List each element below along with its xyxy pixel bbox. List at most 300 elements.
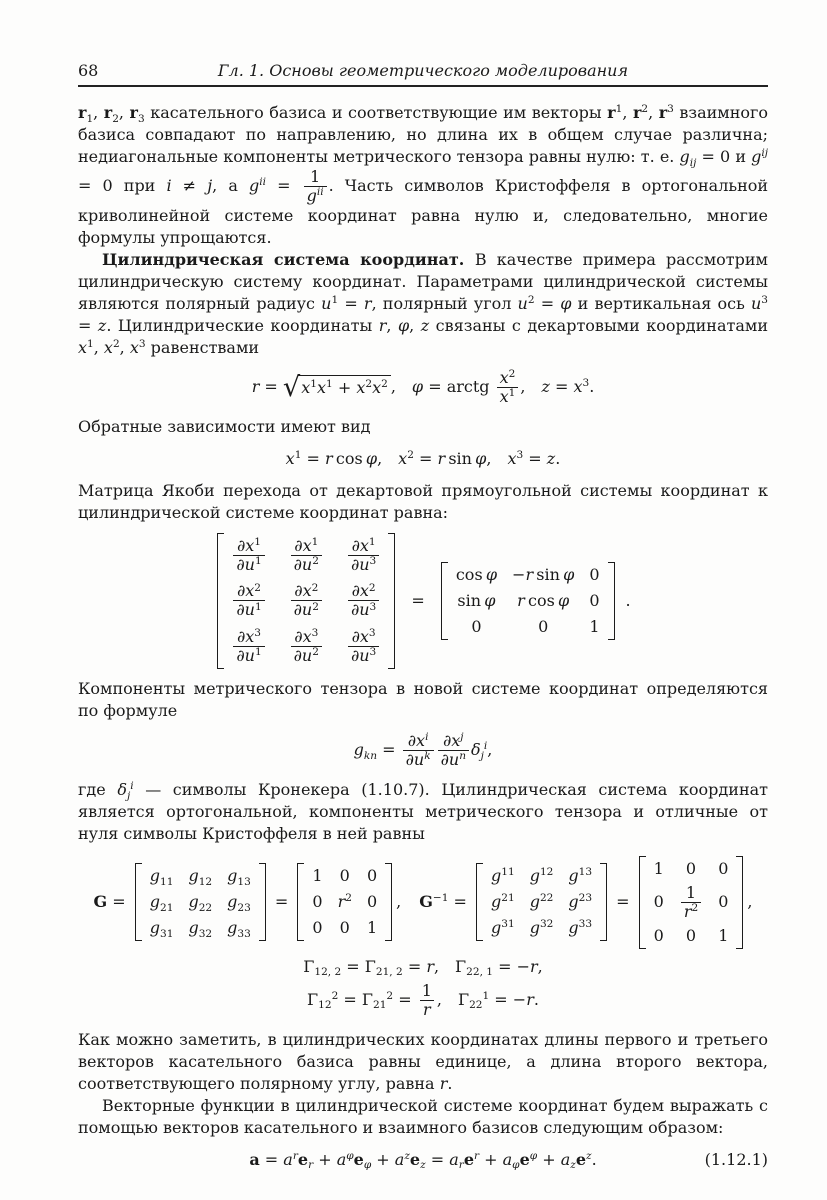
text-run: n — [459, 750, 466, 763]
text-run: φ — [475, 448, 487, 468]
fraction-numerator — [307, 168, 323, 186]
text-run: z — [420, 1159, 426, 1172]
text-run: ≠ — [171, 175, 208, 195]
text-run: r — [632, 103, 642, 122]
text-run: 32 — [198, 927, 213, 940]
matrix-cell — [367, 865, 377, 887]
matrix-cell — [679, 884, 703, 921]
matrix-cell — [150, 917, 174, 939]
text-run: ii — [316, 186, 324, 199]
text-run: g — [149, 918, 161, 938]
text-run: 1 — [331, 294, 339, 307]
text-run: 12 — [198, 875, 213, 888]
matrix-cell — [530, 917, 554, 939]
text-run: δ — [470, 739, 481, 759]
fraction-numerator — [349, 628, 379, 646]
text-run: ∂x — [237, 627, 255, 647]
matrix-cell — [346, 628, 381, 665]
text-run: , полярный угол — [371, 293, 518, 313]
text-run: 3 — [368, 627, 376, 640]
text-run: i — [130, 780, 134, 793]
text-run: = — [549, 376, 574, 396]
text-run: = — [269, 892, 294, 912]
fraction — [304, 168, 327, 205]
text-run: r — [439, 1073, 448, 1093]
matrix-cell — [491, 891, 515, 913]
text-run: 12, 2 — [314, 966, 342, 979]
text-run: sin — [445, 448, 476, 468]
text-run: x — [78, 337, 88, 357]
text-run: , — [622, 103, 633, 122]
text-run: a — [502, 1149, 513, 1169]
text-run: + — [479, 1149, 503, 1169]
matrix-cell — [231, 537, 266, 574]
text-run: Γ — [303, 956, 315, 976]
text-run: = — [377, 739, 401, 759]
text-run: 13 — [578, 866, 593, 879]
text-run: = — [534, 293, 561, 313]
matrix-cell — [718, 858, 728, 880]
text-run: , — [377, 448, 399, 468]
matrix-bracket-right — [736, 856, 743, 949]
fraction — [419, 982, 435, 1019]
text-run: , — [93, 103, 104, 122]
text-run: x — [499, 367, 509, 387]
fraction-denominator — [233, 555, 264, 574]
matrix-cell — [150, 891, 174, 913]
text-run: ∂u — [236, 554, 255, 574]
text-run: cos — [524, 590, 559, 610]
matrix-cell — [491, 917, 515, 939]
paragraph-jacobian-intro — [78, 480, 768, 524]
text-run: e — [297, 1149, 309, 1169]
text-run: cos — [455, 564, 486, 584]
matrix-cell — [188, 917, 212, 939]
equation-period — [626, 590, 631, 612]
text-run: , — [409, 315, 421, 335]
text-run: g — [306, 185, 317, 205]
matrix-cell — [188, 891, 212, 913]
text-run: ∂u — [236, 600, 255, 620]
text-run: r — [292, 1149, 298, 1162]
text-run: ∂u — [236, 646, 255, 666]
text-run: ∂x — [237, 581, 255, 601]
fraction — [348, 582, 379, 619]
text-run: 1 — [615, 103, 623, 116]
matrix-cell — [289, 628, 324, 665]
text-run: g — [353, 739, 364, 759]
text-run: r — [517, 590, 525, 610]
text-run: = Γ — [341, 956, 376, 976]
matrix-cell — [231, 628, 266, 665]
text-run: 2 — [365, 378, 373, 391]
text-run: a — [336, 1149, 347, 1169]
text-run: x — [573, 376, 583, 396]
text-run: = — [402, 956, 427, 976]
text-run: z — [97, 315, 107, 335]
equals-sign — [270, 891, 294, 913]
fraction-numerator — [497, 369, 519, 387]
matrix-cell — [340, 917, 350, 939]
fraction-denominator — [291, 646, 322, 665]
fraction — [497, 369, 519, 406]
text-run: g — [568, 918, 579, 938]
text-run: r — [78, 103, 87, 122]
matrix-cell — [718, 925, 728, 947]
fraction-numerator — [291, 537, 321, 555]
text-run: r — [529, 956, 538, 976]
text-run: = — [425, 1149, 450, 1169]
text-run: , — [520, 376, 542, 396]
equation-body — [307, 982, 539, 1019]
text-run: i — [425, 731, 429, 744]
text-run: e — [409, 1149, 421, 1169]
text-run: . — [589, 376, 595, 396]
text-run: r — [683, 901, 692, 921]
text-run: cos — [332, 448, 366, 468]
text-run: ∂u — [405, 749, 425, 769]
equation-metric-tensor — [78, 732, 768, 769]
text-run: + — [371, 1149, 395, 1169]
radical-sign: √ — [282, 372, 301, 404]
text-run: 13 — [237, 875, 251, 888]
text-run: u — [321, 293, 332, 313]
fraction-denominator — [291, 555, 322, 574]
text-run: 1 — [311, 535, 319, 548]
text-run: e — [463, 1149, 474, 1169]
text-run: − — [512, 564, 526, 584]
matrix-cell — [346, 537, 381, 574]
text-run: z — [570, 1159, 576, 1172]
text-run: 2 — [254, 581, 262, 594]
text-run: a — [449, 1149, 459, 1169]
text-run: 1 — [482, 989, 490, 1002]
text-run: φ — [363, 1159, 372, 1172]
matrix-cell — [530, 865, 554, 887]
text-run: φ — [397, 315, 410, 335]
matrix-cell — [231, 582, 266, 619]
text-run: = 0 при — [78, 175, 167, 195]
text-run: , а — [212, 175, 249, 195]
text-run: φ — [558, 590, 570, 610]
text-run: 32 — [539, 918, 554, 931]
text-run: u — [517, 293, 528, 313]
text-run: 21, 2 — [375, 966, 403, 979]
matrix-cell — [512, 564, 574, 586]
matrix-bracket-right — [388, 533, 395, 669]
text-run: 0 — [366, 866, 378, 886]
text-run: 2 — [386, 989, 394, 1002]
text-run: g — [227, 918, 238, 938]
text-run: 2 — [407, 448, 414, 461]
text-run: , — [537, 956, 543, 976]
text-run: = — [413, 448, 438, 468]
text-run: r — [308, 1159, 314, 1172]
matrix-cell — [568, 917, 592, 939]
text-run: = — [611, 892, 635, 912]
paragraph-vector-functions — [78, 1095, 768, 1139]
text-run: 31 — [501, 918, 515, 931]
text-run: r — [378, 315, 387, 335]
text-run: ∂x — [294, 627, 312, 647]
text-run: , — [747, 892, 753, 912]
text-run: = — [338, 293, 364, 313]
g-contravariant-cells — [486, 862, 597, 942]
equals-sign — [406, 590, 430, 612]
matrix-cell — [367, 891, 377, 913]
equation-forward-transform — [78, 369, 768, 406]
equation-jacobian — [78, 532, 768, 670]
text-run: 22, 1 — [466, 966, 493, 979]
matrix-cell — [312, 865, 322, 887]
matrix-bracket-left — [135, 863, 142, 941]
text-run: 0 — [653, 925, 664, 945]
g-matrix-label — [94, 891, 131, 913]
text-run: ii — [259, 176, 266, 189]
g-covariant-values-matrix — [297, 862, 392, 942]
matrix-cell — [457, 590, 495, 612]
text-run: r — [607, 103, 616, 122]
text-run: x — [398, 448, 408, 468]
text-run: Цилиндрическая система координат. — [102, 249, 475, 269]
text-run: 2 — [381, 378, 388, 391]
text-run: = Γ — [338, 989, 373, 1009]
text-run: g — [491, 918, 502, 938]
text-run: 0 — [685, 925, 697, 945]
text-run: ∂x — [294, 535, 312, 555]
text-run: r — [437, 448, 446, 468]
text-run: равенствами — [145, 337, 260, 357]
text-run: φ — [563, 564, 575, 584]
text-run: . — [533, 989, 539, 1009]
fraction-numerator — [419, 982, 435, 1000]
matrix-cell — [471, 616, 481, 638]
text-run: 0 — [471, 616, 482, 636]
text-run: . Часть символов Кристоффеля в ортогональной криволинейной системе координат равна нулю и, следовательно, многие формулы упрощаются. — [78, 175, 769, 247]
text-run: , — [487, 739, 493, 759]
g-contravariant-matrix — [476, 862, 607, 942]
text-run: g — [188, 918, 199, 938]
fraction-numerator — [234, 628, 264, 646]
text-run: r — [426, 956, 434, 976]
text-run: 1 — [366, 918, 378, 938]
text-run: φ — [411, 376, 424, 396]
matrix-bracket-left — [441, 562, 448, 640]
text-run: ∂u — [350, 554, 370, 574]
text-run: δ — [117, 779, 127, 799]
text-run: + — [332, 378, 357, 398]
text-run: z — [541, 376, 550, 396]
text-run: e — [353, 1149, 364, 1169]
text-run: 0 — [538, 616, 549, 636]
text-run: 12 — [318, 999, 332, 1012]
text-run: 2 — [311, 581, 319, 594]
matrix-bracket-left — [217, 533, 224, 669]
equation-lhs — [252, 376, 283, 398]
jacobian-result-matrix — [441, 561, 615, 641]
text-run: G — [419, 892, 433, 912]
text-run: 21 — [372, 999, 387, 1012]
paragraph-basis-lengths — [78, 1029, 768, 1095]
text-run: 1 — [294, 448, 302, 461]
text-run: = — [259, 377, 283, 397]
matrix-cell — [227, 917, 251, 939]
text-run: z — [404, 1149, 410, 1162]
fraction-denominator — [233, 600, 264, 619]
text-run: g — [149, 866, 161, 886]
text-run: , — [93, 337, 104, 357]
fraction-denominator — [420, 1000, 434, 1019]
text-run: ∂u — [293, 646, 313, 666]
matrix-cell — [227, 891, 251, 913]
text-run: a — [394, 1149, 405, 1169]
fraction — [291, 628, 322, 665]
equation-body — [354, 732, 493, 769]
fraction-numerator — [349, 537, 379, 555]
text-run: r — [129, 103, 138, 122]
text-run: Векторные функции в цилиндрической системе координат будем выражать с помощью векторов касательного и взаимного базисов следующим образом: — [78, 1095, 768, 1137]
text-run: . — [591, 1149, 597, 1169]
text-run: g — [679, 147, 690, 166]
text-run: 1 — [685, 882, 697, 902]
text-run: 2 — [691, 901, 699, 914]
equation-comma — [747, 891, 752, 913]
text-run: 1 — [310, 167, 321, 186]
text-run: ∂x — [407, 731, 426, 751]
fraction-denominator — [403, 750, 434, 769]
matrix-cell — [188, 865, 212, 887]
fraction — [348, 628, 379, 665]
text-run: 23 — [237, 901, 251, 914]
equation-body — [249, 1149, 596, 1171]
text-run: 0 — [312, 918, 323, 938]
jacobian-derivative-cells — [227, 532, 385, 670]
text-run: −1 — [432, 892, 449, 905]
text-run: e — [575, 1149, 587, 1169]
matrix-cell — [338, 891, 352, 913]
text-run: В качестве примера рассмотрим цилиндрическую систему координат. Параметрами цилиндрической системы являются полярный радиус — [78, 249, 769, 313]
text-run: r — [337, 892, 346, 912]
equation-metric-matrices — [78, 855, 768, 950]
text-run: , Γ — [433, 956, 467, 976]
text-run: e — [519, 1149, 530, 1169]
text-run: . — [447, 1073, 453, 1093]
matrix-cell — [227, 865, 251, 887]
equation-christoffel-first-kind — [78, 956, 768, 978]
matrix-cell — [589, 590, 599, 612]
fraction-numerator — [291, 582, 321, 600]
matrix-cell — [456, 564, 497, 586]
text-run: 3 — [582, 376, 590, 389]
text-run: . — [625, 590, 631, 610]
text-run: 2 — [112, 112, 119, 125]
text-run: = — [448, 892, 473, 912]
text-run: φ — [484, 590, 496, 610]
text-run: 1 — [254, 646, 262, 659]
equation-body — [303, 956, 542, 978]
text-run: 21 — [501, 892, 515, 905]
fraction-numerator — [440, 732, 467, 750]
text-run: r — [458, 1159, 464, 1172]
text-run: k — [424, 750, 431, 763]
text-run: ∂u — [350, 600, 370, 620]
text-run: — символы Кронекера (1.10.7). Цилиндрическая система координат является ортогональной, компоненты метрического тензора и отличные от нуля символы Кристоффеля в ней равны — [78, 779, 768, 843]
fraction-denominator — [438, 750, 469, 769]
fraction — [681, 884, 701, 921]
fraction-denominator — [348, 600, 379, 619]
text-run: x — [285, 448, 295, 468]
text-run: g — [491, 866, 502, 886]
text-run: 0 — [589, 590, 600, 610]
matrix-cell — [654, 858, 664, 880]
text-run: j — [480, 749, 484, 762]
text-run: 1 — [254, 554, 262, 567]
text-run: 1 — [86, 112, 94, 125]
text-run: 2 — [641, 103, 649, 116]
text-run: Как можно заметить, в цилиндрических координатах длины первого и третьего векторов касательного базиса равны единице, а длина второго вектора, соответствующего полярному углу, равна — [78, 1029, 768, 1093]
matrix-cell — [530, 891, 554, 913]
text-run: , — [396, 892, 418, 912]
fraction — [291, 582, 322, 619]
text-run: 3 — [311, 627, 319, 640]
matrix-bracket-right — [259, 863, 266, 941]
text-run: , Γ — [436, 989, 470, 1009]
paragraph-kronecker — [78, 779, 768, 845]
text-run: 11 — [501, 866, 515, 879]
matrix-cell — [367, 917, 377, 939]
text-run: 0 — [685, 858, 697, 878]
text-run: g — [568, 866, 579, 886]
matrix-bracket-right — [600, 863, 607, 941]
matrix-cell — [312, 917, 322, 939]
matrix-cell — [718, 891, 728, 913]
text-run: 3 — [137, 112, 145, 125]
text-run: 3 — [667, 103, 674, 116]
radicand — [298, 375, 391, 399]
text-run: 3 — [369, 554, 377, 567]
fraction-numerator — [291, 628, 321, 646]
fraction — [403, 732, 434, 769]
fraction — [233, 628, 264, 665]
g-covariant-matrix — [135, 862, 266, 942]
comma-separator — [396, 891, 417, 913]
text-run: 1 — [653, 858, 664, 878]
text-run: 33 — [237, 927, 251, 940]
matrix-cell — [289, 582, 324, 619]
text-run: 2 — [312, 554, 319, 567]
text-run: 0 — [718, 858, 729, 878]
text-run: 0 — [339, 918, 350, 938]
text-run: ij — [761, 147, 769, 160]
text-run: . — [555, 448, 561, 468]
text-run: касательного базиса и соответствующие им векторы — [144, 103, 608, 122]
text-run: ∂x — [351, 627, 369, 647]
text-run: + — [313, 1149, 337, 1169]
matrix-bracket-left — [476, 863, 483, 941]
text-run: 1 — [718, 925, 729, 945]
fraction-denominator — [304, 186, 327, 205]
text-run: i — [166, 175, 172, 195]
text-run: = arctg — [423, 376, 495, 396]
text-run: a — [249, 1149, 260, 1169]
text-run: 0 — [339, 866, 350, 886]
text-run: r — [103, 103, 113, 122]
text-run: φ — [529, 1149, 538, 1162]
jacobian-derivative-matrix — [217, 532, 395, 670]
text-run: 22 — [469, 999, 483, 1012]
text-run: 12 — [539, 866, 554, 879]
fraction — [348, 537, 379, 574]
